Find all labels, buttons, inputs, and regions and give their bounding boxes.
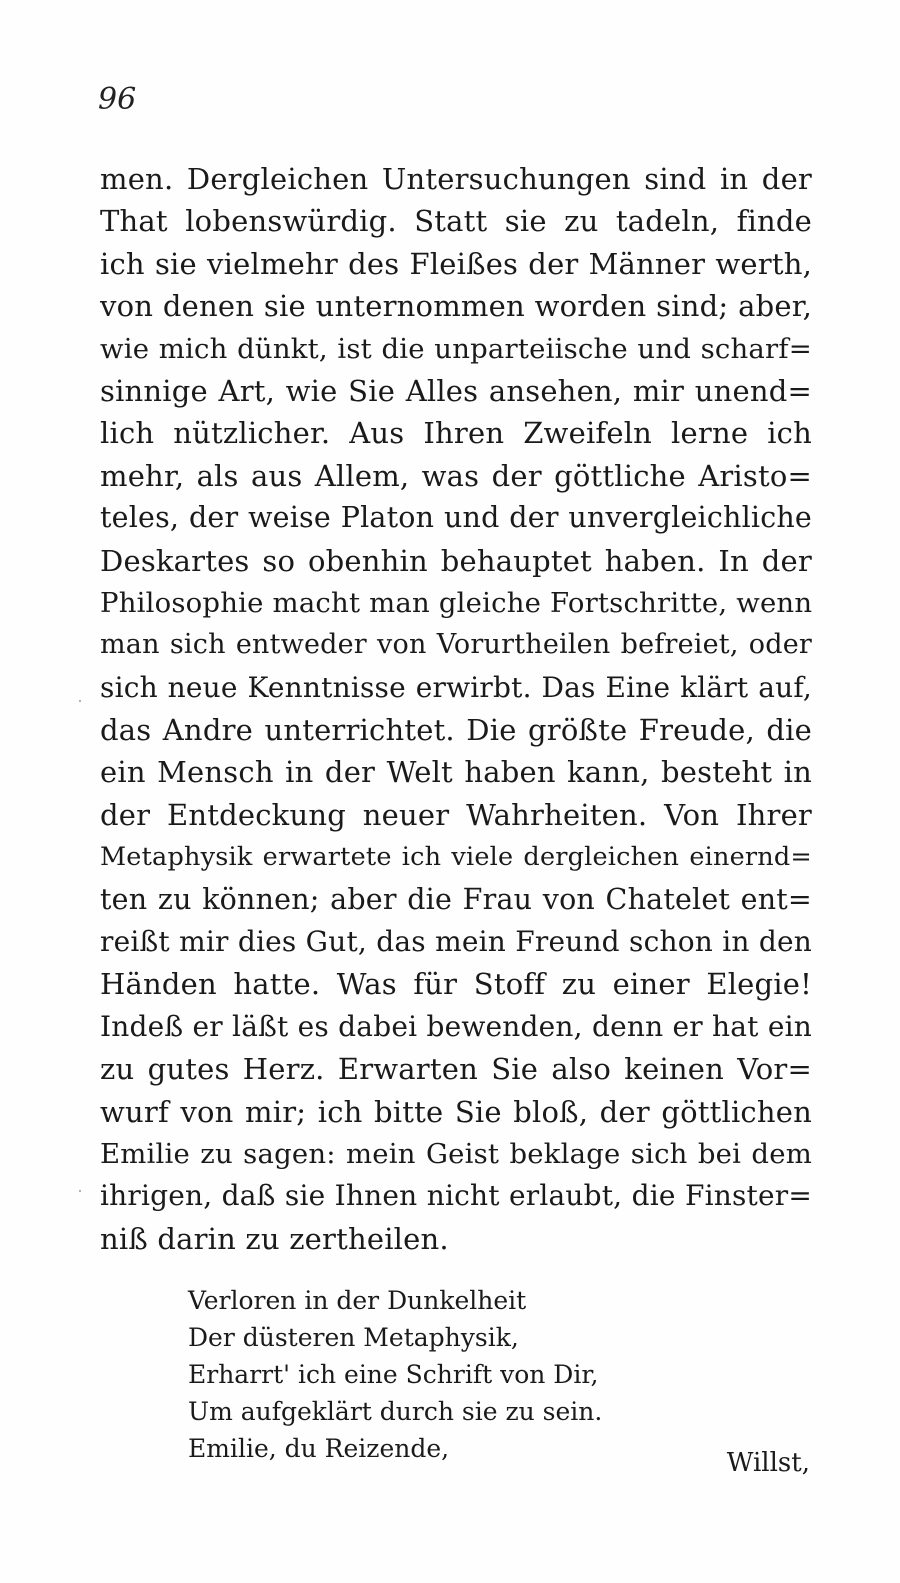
verse-line: Um aufgeklärt durch sie zu sein. [188,1397,603,1426]
verse-block [188,1282,648,1467]
prose-line: zu gutes Herz. Erwarten Sie also keinen Vor= [100,1052,812,1087]
margin-speck [79,1190,81,1192]
prose-line: wie mich dünkt, ist die unparteiische und scharf= [100,332,812,365]
prose-line: Deskartes so obenhin behauptet haben. In der [100,543,812,578]
prose-line: ten zu können; aber die Frau von Chatelet ent= [100,882,812,916]
prose-line: niß darin zu zertheilen. [100,1221,449,1256]
margin-speck [79,700,81,702]
prose-line: teles, der weise Platon und der unvergleichliche [100,501,812,535]
prose-line: ihrigen, daß sie Ihnen nicht erlaubt, die Finster= [100,1179,812,1213]
prose-line: Metaphysik erwartete ich viele dergleichen einernd= [100,842,812,873]
prose-line: von denen sie unternommen worden sind; aber, [100,289,812,324]
prose-line: ich sie vielmehr des Fleißes der Männer werth, [100,246,812,281]
prose-line: Philosophie macht man gleiche Fortschritte, wenn [100,586,813,619]
catchword: Willst, [726,1448,810,1478]
prose-line: der Entdeckung neuer Wahrheiten. Von Ihrer [100,797,812,832]
verse-line: Verloren in der Dunkelheit [188,1286,527,1315]
prose-line: mehr, als aus Allem, was der göttliche Aristo= [100,458,812,493]
prose-line: wurf von mir; ich bitte Sie bloß, der göttlichen [100,1094,812,1129]
prose-line: Indeß er läßt es dabei bewenden, denn er hat ein [100,1009,812,1043]
verse-line: Emilie, du Reizende, [188,1434,450,1463]
prose-line: ein Mensch in der Welt haben kann, besteht in [100,755,812,790]
page-number: 96 [98,82,137,117]
prose-line: sinnige Art, wie Sie Alles ansehen, mir unend= [100,373,812,408]
prose-line: Emilie zu sagen: mein Geist beklage sich bei dem [100,1137,812,1170]
prose-line: That lobenswürdig. Statt sie zu tadeln, finde [100,204,812,239]
prose-line: das Andre unterrichtet. Die größte Freude, die [100,713,812,748]
prose-line: man sich entweder von Vorurtheilen befreiet, oder [100,629,812,661]
verse-line: Der düsteren Metaphysik, [188,1323,519,1352]
prose-line: Händen hatte. Was für Stoff zu einer Elegie! [100,967,812,1002]
prose-line: men. Dergleichen Untersuchungen sind in der [100,162,812,196]
prose-line: sich neue Kenntnisse erwirbt. Das Eine klärt auf, [100,670,812,704]
verse-line: Erharrt' ich eine Schrift von Dir, [188,1360,599,1389]
prose-line: lich nützlicher. Aus Ihren Zweifeln lerne ich [100,416,812,451]
prose-line: reißt mir dies Gut, das mein Freund schon in den [100,925,812,959]
prose-block [100,158,812,1260]
